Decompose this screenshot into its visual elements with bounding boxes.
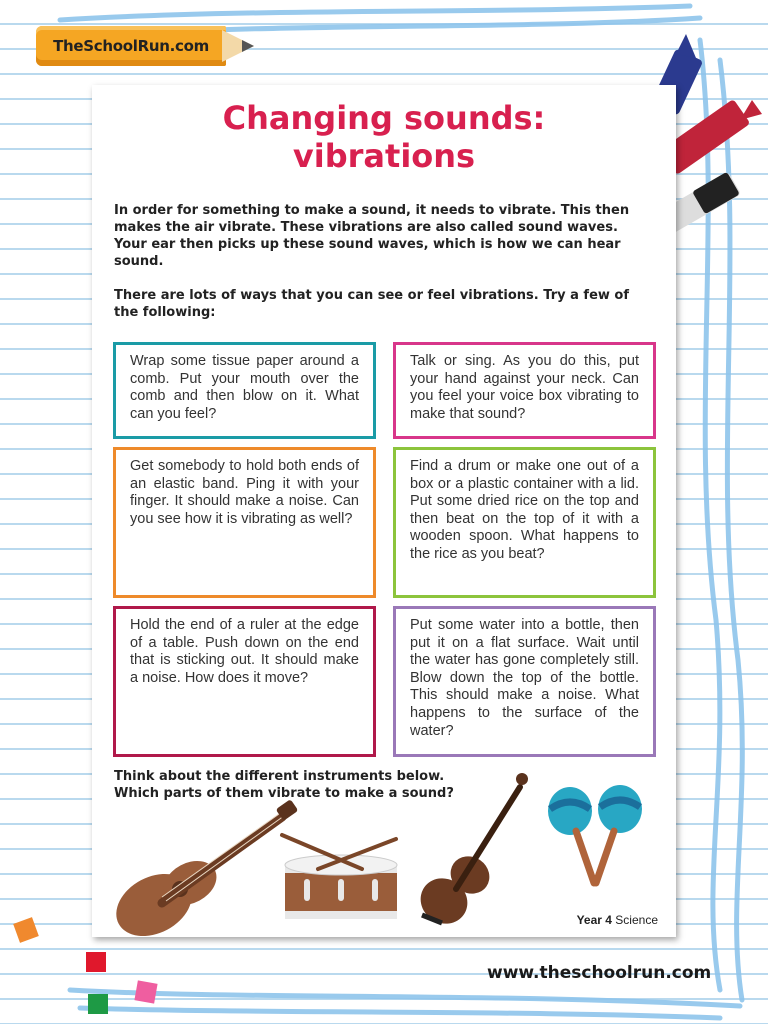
title-line-1: Changing sounds: — [222, 99, 546, 137]
red-square-decoration — [86, 952, 106, 972]
page-title — [92, 99, 676, 175]
activity-box-elastic-band: Get somebody to hold both ends of an elastic band. Ping it with your finger. It should make a noise. Can you see how it is vibrating as well? — [113, 447, 376, 598]
activity-box-drum-rice: Find a drum or make one out of a box or a plastic container with a lid. Put some dried rice on the top and then beat on the top of it with a wooden spoon. What happens to the rice as you beat? — [393, 447, 656, 598]
subject-label: Science — [615, 913, 658, 927]
activity-box-ruler: Hold the end of a ruler at the edge of a table. Push down on the end that is sticking out. It should make a noise. How does it move? — [113, 606, 376, 757]
pencil-tip-icon — [222, 28, 258, 64]
worksheet-page — [92, 85, 676, 937]
title-line-2: vibrations — [292, 137, 476, 175]
year-subject-label — [577, 913, 658, 927]
activity-box-comb: Wrap some tissue paper around a comb. Put your mouth over the comb and then blow on it. What can you feel? — [113, 342, 376, 439]
instruments-illustration — [92, 765, 676, 937]
year-label: Year 4 — [576, 913, 612, 927]
theschoolrun-logo[interactable]: TheSchoolRun.com — [36, 26, 226, 66]
pink-square-decoration — [134, 980, 157, 1003]
maracas-icon — [548, 785, 642, 883]
intro-paragraph-2: There are lots of ways that you can see or feel vibrations. Try a few of the following: — [114, 288, 630, 320]
green-square-decoration — [88, 994, 108, 1014]
website-url[interactable]: www.theschoolrun.com — [487, 963, 712, 983]
drum-icon — [282, 835, 397, 919]
activity-box-voice: Talk or sing. As you do this, put your hand against your neck. Can you feel your voice box vibrating to make that sound? — [393, 342, 656, 439]
intro-paragraph: In order for something to make a sound, it needs to vibrate. This then makes the air vibrate. These vibrations are also called sound waves. Your ear then picks up these sound waves, which is how we can hear sound. — [114, 203, 630, 269]
guitar-icon — [106, 799, 299, 937]
violin-icon — [412, 773, 528, 933]
activity-box-bottle: Put some water into a bottle, then put it on a flat surface. Wait until the water has gone completely still. Blow down the top of the bottle. This should make a noise. What happens to the surface of the water? — [393, 606, 656, 757]
question-line-2: Which parts of them vibrate to make a sound? — [114, 786, 454, 801]
question-line-1: Think about the different instruments below. — [114, 769, 445, 784]
